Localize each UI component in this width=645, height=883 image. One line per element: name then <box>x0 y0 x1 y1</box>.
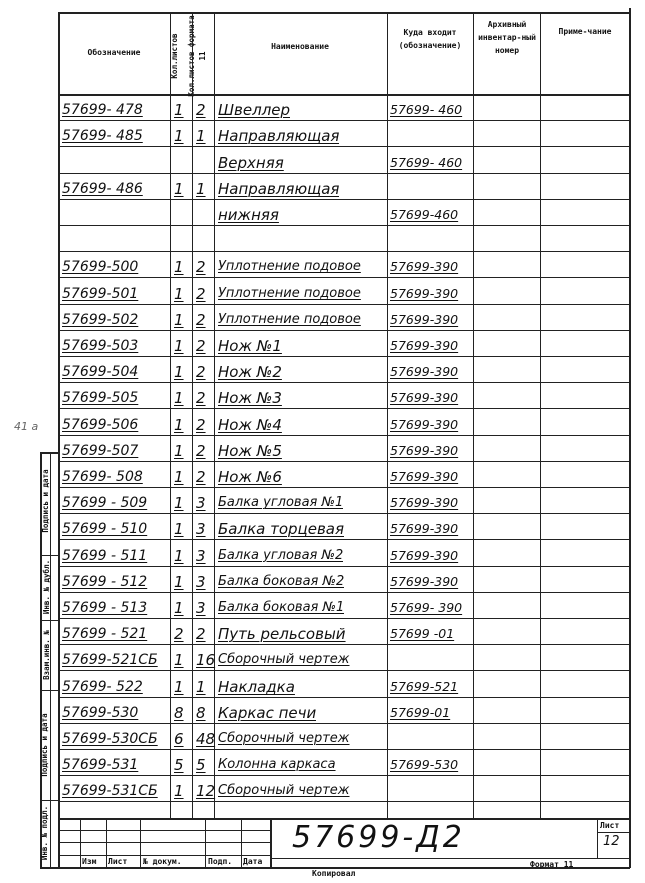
cell-where-used: 57699-390 <box>390 547 459 563</box>
cell-where-used: 57699-530 <box>390 757 459 773</box>
cell-designation: 57699 - 513 <box>62 600 148 616</box>
cell-where-used: 57699- 390 <box>390 600 463 615</box>
header-bottom <box>58 94 630 96</box>
stamp-date-label: Дата <box>243 857 263 866</box>
cell-designation: 57699- 478 <box>62 102 143 119</box>
row-line <box>58 330 630 331</box>
cell-designation: 57699-506 <box>62 416 139 433</box>
cell-format: 16 <box>196 651 216 670</box>
cell-format: 2 <box>196 337 206 355</box>
cell-designation: 57699 - 521 <box>62 626 148 643</box>
row-line <box>58 277 630 278</box>
cell-name: Уплотнение подовое <box>218 285 361 301</box>
cell-where-used: 57699-01 <box>390 704 451 720</box>
cell-sheets: 8 <box>174 703 184 722</box>
cell-where-used: 57699 -01 <box>390 626 455 642</box>
cell-sheets: 1 <box>174 572 184 591</box>
cell-name: Сборочный чертеж <box>218 783 350 799</box>
row-line <box>58 618 630 619</box>
cell-format: 2 <box>196 258 206 277</box>
cell-designation: 57699-507 <box>62 442 139 459</box>
cell-name: Нож №1 <box>218 337 282 355</box>
cell-where-used: 57699-390 <box>390 521 459 537</box>
row-line <box>58 225 630 226</box>
margin-note: 41 а <box>14 420 39 433</box>
cell-designation: 57699-531СБ <box>62 783 158 800</box>
cell-designation: 57699- 508 <box>62 469 143 485</box>
row-line <box>58 487 630 488</box>
frame-top <box>58 12 630 14</box>
row-line <box>58 592 630 593</box>
cell-format: 8 <box>196 703 206 722</box>
cell-sheets: 1 <box>174 389 184 408</box>
side-label-sign-date-bottom: Подпись и дата <box>40 713 49 777</box>
cell-format: 3 <box>196 572 206 591</box>
row-line <box>58 173 630 174</box>
cell-name: Накладка <box>218 677 295 696</box>
side-label-sign-date-top: Подпись и дата <box>41 469 50 533</box>
cell-format: 2 <box>196 625 206 644</box>
cell-designation: 57699-502 <box>62 311 139 328</box>
col-header-designation: Обозначение <box>87 48 141 57</box>
cell-name: Балка угловая №2 <box>218 547 344 563</box>
row-line <box>58 566 630 567</box>
cell-name: Нож №3 <box>218 389 282 408</box>
stamp-col-d <box>205 818 206 867</box>
row-line <box>58 749 630 750</box>
cell-format: 2 <box>196 310 206 329</box>
row-line <box>58 513 630 514</box>
cell-designation: 57699- 486 <box>62 180 143 197</box>
cell-sheets: 2 <box>174 625 184 644</box>
row-line <box>58 146 630 147</box>
cell-name: Нож №2 <box>218 363 282 382</box>
cell-designation: 57699-501 <box>62 285 139 302</box>
stamp-sheet-label: Лист <box>600 821 620 830</box>
cell-name: Уплотнение подовое <box>218 311 361 327</box>
col-header-sheets: Кол.листов <box>170 33 179 79</box>
row-line <box>58 670 630 671</box>
row-line <box>58 644 630 645</box>
row-line <box>58 382 630 383</box>
cell-format: 48 <box>196 730 216 748</box>
side-label-dupl: Инв. № дубл. <box>42 559 51 615</box>
cell-name: Балка боковая №2 <box>218 573 345 589</box>
col-header-note: Приме-чание <box>558 27 612 36</box>
row-line <box>58 775 630 776</box>
col-header-archive: Архивный инвентар-ный номер <box>478 20 536 55</box>
cell-format: 12 <box>196 782 216 801</box>
cell-where-used: 57699-390 <box>390 495 459 511</box>
stamp-copied-label: Копировал <box>312 869 356 878</box>
cell-name: Направляющая <box>218 127 340 146</box>
cell-format: 2 <box>196 468 206 486</box>
cell-designation: 57699-504 <box>62 364 139 381</box>
cell-name: Балка торцевая <box>218 520 345 539</box>
cell-where-used: 57699-460 <box>390 207 459 222</box>
cell-sheets: 1 <box>174 599 184 617</box>
cell-name: Нож №4 <box>218 415 282 434</box>
cell-sheets: 1 <box>174 258 184 277</box>
cell-designation: 57699 - 511 <box>62 547 148 564</box>
row-line <box>58 435 630 436</box>
stamp-col-e <box>241 818 242 867</box>
cell-where-used: 57699-521 <box>390 678 459 694</box>
cell-sheets: 1 <box>174 494 184 513</box>
row-line <box>58 356 630 357</box>
col-header-format-sheets: Кол.листов формата 11 <box>187 15 207 97</box>
cell-name: нижняя <box>218 206 279 224</box>
row-line <box>58 251 630 252</box>
row-line <box>58 801 630 802</box>
row-line <box>58 304 630 305</box>
side-label-vzam: Взам.инв. № <box>42 630 51 680</box>
cell-format: 3 <box>196 494 206 513</box>
cell-designation: 57699-530 <box>62 704 139 721</box>
cell-designation: 57699- 485 <box>62 128 143 145</box>
cell-name: Уплотнение подовое <box>218 259 361 275</box>
cell-designation: 57699-530СБ <box>62 731 158 747</box>
cell-format: 2 <box>196 415 206 434</box>
document-code: 57699-Д2 <box>292 820 465 855</box>
cell-sheets: 1 <box>174 310 184 329</box>
cell-sheets: 1 <box>174 441 184 460</box>
stamp-list-label: Лист <box>108 857 128 866</box>
cell-where-used: 57699- 460 <box>390 154 463 170</box>
row-line <box>58 199 630 200</box>
cell-format: 1 <box>196 179 206 198</box>
col-header-where-used: Куда входит (обозначение) <box>398 28 462 50</box>
row-line <box>58 120 630 121</box>
cell-name: Верхняя <box>218 153 284 172</box>
cell-designation: 57699- 522 <box>62 678 143 695</box>
cell-name: Нож №6 <box>218 468 282 486</box>
row-line <box>58 408 630 409</box>
stamp-col-g <box>597 818 598 858</box>
cell-name: Балка боковая №1 <box>218 600 345 615</box>
cell-designation: 57699-531 <box>62 757 139 774</box>
stamp-doc-no-label: № докум. <box>143 857 182 866</box>
cell-sheets: 1 <box>174 284 184 303</box>
stamp-row-a <box>58 830 270 831</box>
side-label-inv-orig: Инв. № подл. <box>40 805 49 861</box>
cell-name: Каркас печи <box>218 703 317 722</box>
cell-where-used: 57699-390 <box>390 285 459 301</box>
cell-sheets: 6 <box>174 730 184 748</box>
cell-where-used: 57699-390 <box>390 469 459 484</box>
cell-designation: 57699 - 509 <box>62 495 148 512</box>
cell-designation: 57699-500 <box>62 259 139 276</box>
cell-where-used: 57699-390 <box>390 259 459 275</box>
cell-format: 2 <box>196 284 206 303</box>
cell-format: 2 <box>196 389 206 408</box>
cell-name: Балка угловая №1 <box>218 495 344 511</box>
cell-format: 1 <box>196 677 206 696</box>
cell-where-used: 57699-390 <box>390 442 459 458</box>
cell-designation: 57699 - 512 <box>62 573 148 590</box>
cell-format: 5 <box>196 756 206 775</box>
row-line <box>58 461 630 462</box>
stamp-bottom-inner <box>270 858 630 859</box>
cell-sheets: 1 <box>174 337 184 355</box>
stamp-row-c <box>58 855 270 856</box>
cell-sheets: 1 <box>174 127 184 146</box>
cell-where-used: 57699-390 <box>390 416 459 432</box>
cell-sheets: 1 <box>174 363 184 382</box>
cell-sheets: 1 <box>174 677 184 696</box>
row-line <box>58 723 630 724</box>
cell-format: 2 <box>196 441 206 460</box>
stamp-col-b <box>106 818 107 867</box>
cell-format: 3 <box>196 546 206 565</box>
cell-format: 3 <box>196 599 206 617</box>
cell-designation: 57699-521СБ <box>62 652 158 669</box>
cell-format: 2 <box>196 363 206 382</box>
cell-sheets: 5 <box>174 756 184 775</box>
cell-name: Направляющая <box>218 179 340 198</box>
stamp-row-b <box>58 842 270 843</box>
stamp-col-a <box>80 818 81 867</box>
cell-designation: 57699-505 <box>62 390 139 407</box>
cell-where-used: 57699-390 <box>390 311 459 327</box>
cell-sheets: 1 <box>174 179 184 198</box>
cell-sheets: 1 <box>174 651 184 670</box>
stamp-podp-label: Подп. <box>208 857 233 866</box>
stamp-col-f <box>270 818 272 867</box>
stamp-format-label: Формат 11 <box>530 860 574 869</box>
row-line <box>58 697 630 698</box>
stamp-izm-label: Изм <box>82 857 97 866</box>
cell-name: Сборочный чертеж <box>218 731 350 746</box>
stamp-sheet-div <box>597 832 629 833</box>
cell-name: Швеллер <box>218 101 291 120</box>
cell-where-used: 57699-390 <box>390 338 459 353</box>
cell-sheets: 1 <box>174 415 184 434</box>
stamp-sheet-number: 12 <box>603 834 620 849</box>
cell-where-used: 57699-390 <box>390 573 459 589</box>
cell-designation: 57699-503 <box>62 338 139 354</box>
cell-format: 2 <box>196 101 206 120</box>
cell-where-used: 57699-390 <box>390 390 459 406</box>
cell-sheets: 1 <box>174 468 184 486</box>
row-line <box>58 539 630 540</box>
cell-designation: 57699 - 510 <box>62 521 148 538</box>
cell-sheets: 1 <box>174 520 184 539</box>
cell-sheets: 1 <box>174 782 184 801</box>
cell-name: Сборочный чертеж <box>218 652 350 668</box>
cell-where-used: 57699-390 <box>390 364 459 380</box>
cell-name: Колонна каркаса <box>218 757 336 773</box>
cell-name: Нож №5 <box>218 441 282 460</box>
cell-format: 1 <box>196 127 206 146</box>
cell-where-used: 57699- 460 <box>390 102 463 118</box>
col-header-name: Наименование <box>271 42 329 51</box>
cell-format: 3 <box>196 520 206 539</box>
cell-name: Путь рельсовый <box>218 625 346 644</box>
stamp-col-c <box>140 818 141 867</box>
frame-right <box>629 8 631 868</box>
frame-left <box>58 12 60 868</box>
cell-sheets: 1 <box>174 546 184 565</box>
cell-sheets: 1 <box>174 101 184 120</box>
